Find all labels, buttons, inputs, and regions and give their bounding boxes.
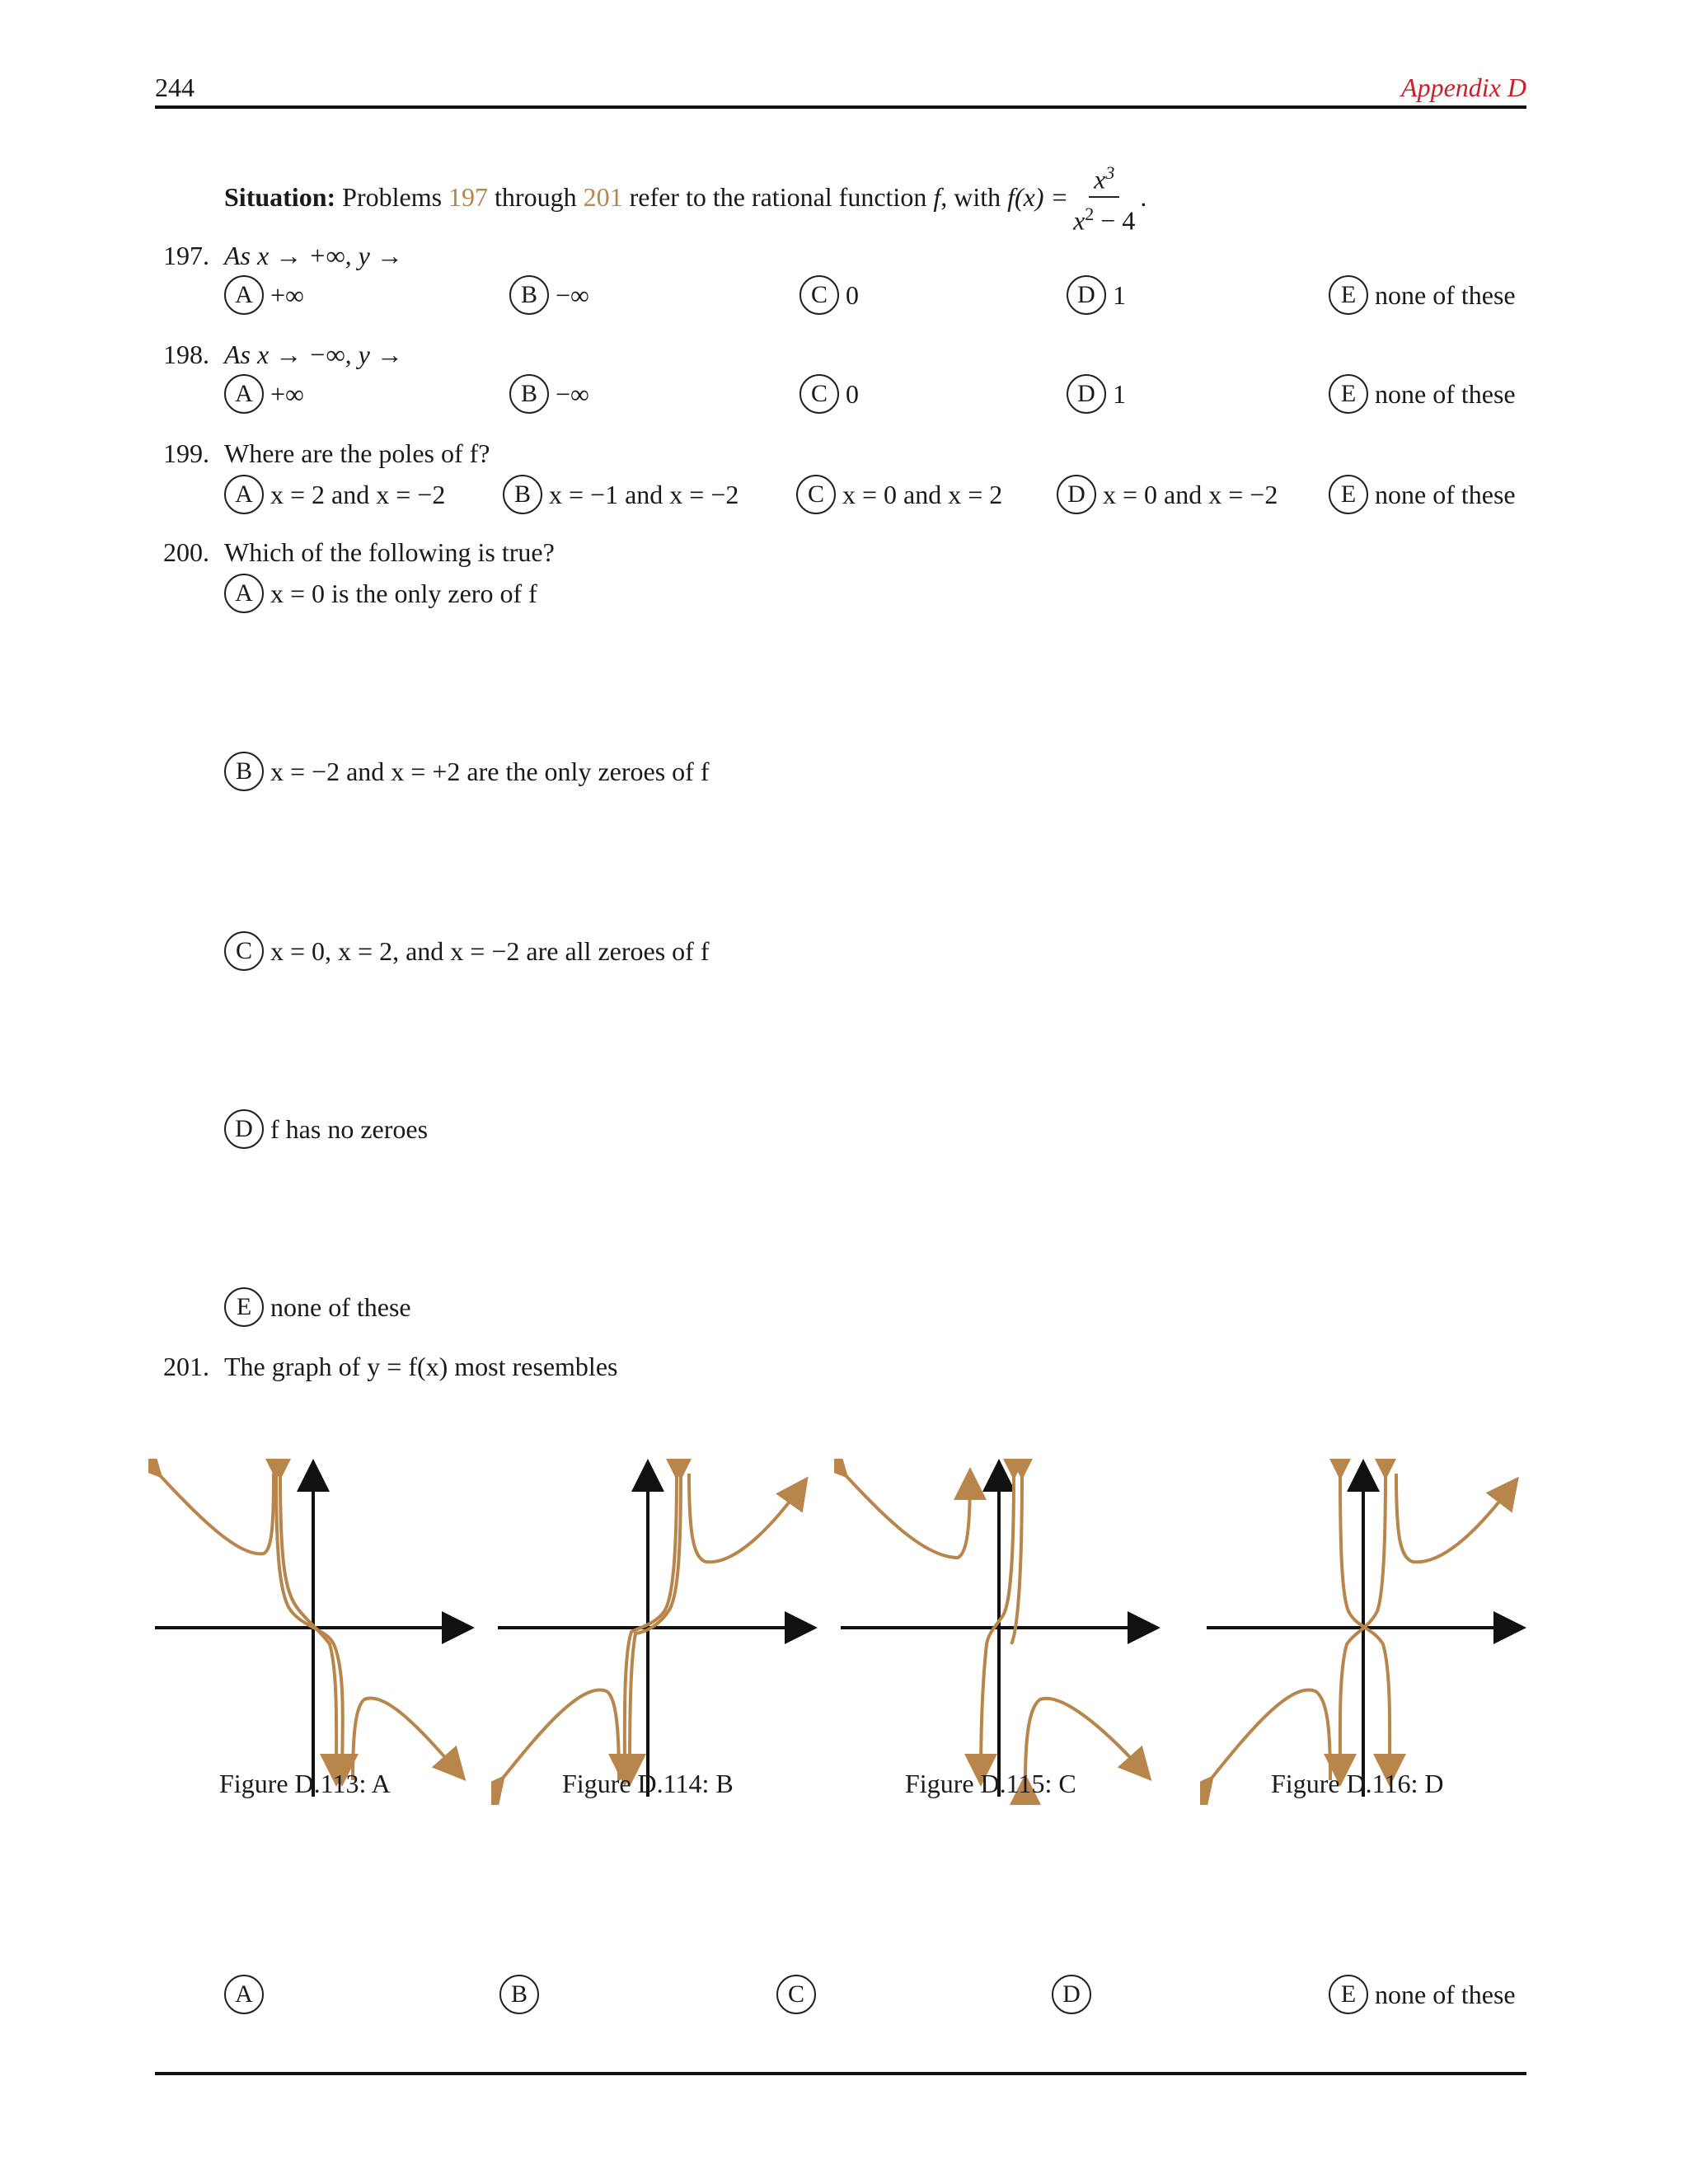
figure-d-caption: Figure D.116: D (1271, 1769, 1444, 1798)
q197-option-e[interactable]: E none of these (1329, 275, 1516, 315)
q198-option-d[interactable]: D 1 (1067, 374, 1126, 414)
q197-option-c[interactable]: C 0 (799, 275, 859, 315)
q201-option-b[interactable]: B (499, 1975, 546, 2014)
q199-option-d[interactable]: D x = 0 and x = −2 (1057, 475, 1278, 514)
question-199-prompt: 199. Where are the poles of f? (163, 438, 490, 468)
q200-option-a[interactable]: A x = 0 is the only zero of f (224, 574, 537, 613)
q201-option-e[interactable]: E none of these (1329, 1975, 1516, 2014)
header-rule (155, 105, 1526, 109)
situation-lead: Situation: (224, 181, 336, 212)
page-number: 244 (155, 73, 195, 102)
q199-option-b[interactable]: B x = −1 and x = −2 (503, 475, 738, 514)
problem-link-201[interactable]: 201 (583, 181, 623, 212)
question-198-prompt: 198. As x → −∞, y → (163, 340, 403, 369)
q199-option-e[interactable]: E none of these (1329, 475, 1516, 514)
figure-d-graph (1200, 1459, 1530, 1805)
question-201-prompt: 201. The graph of y = f(x) most resembles (163, 1352, 618, 1381)
footer-rule (155, 2072, 1526, 2075)
q198-option-a[interactable]: A +∞ (224, 374, 304, 414)
rational-function-fraction: $\frac{x^3}{x^2 - 4}$ (1073, 157, 1135, 237)
q200-option-d[interactable]: D f has no zeroes (224, 1109, 428, 1149)
q197-option-d[interactable]: D 1 (1067, 275, 1126, 315)
section-title: Appendix D (1401, 73, 1526, 102)
q198-option-b[interactable]: B −∞ (509, 374, 589, 414)
q201-option-d[interactable]: D (1052, 1975, 1098, 2014)
q199-option-c[interactable]: C x = 0 and x = 2 (796, 475, 1002, 514)
question-200-prompt: 200. Which of the following is true? (163, 537, 555, 567)
figure-a-caption: Figure D.113: A (219, 1769, 391, 1798)
q200-option-b[interactable]: B x = −2 and x = +2 are the only zeroes of f (224, 752, 709, 791)
q201-option-c[interactable]: C (776, 1975, 823, 2014)
q198-option-c[interactable]: C 0 (799, 374, 859, 414)
q199-option-a[interactable]: A x = 2 and x = −2 (224, 475, 445, 514)
figure-c-caption: Figure D.115: C (905, 1769, 1076, 1798)
problem-link-197[interactable]: 197 (448, 181, 489, 212)
q200-option-c[interactable]: C x = 0, x = 2, and x = −2 are all zeroes of f (224, 931, 709, 971)
q198-option-e[interactable]: E none of these (1329, 374, 1516, 414)
q201-option-a[interactable]: A (224, 1975, 270, 2014)
figure-b-graph (491, 1459, 821, 1805)
q200-option-e[interactable]: E none of these (224, 1287, 411, 1327)
figure-c-graph (834, 1459, 1164, 1805)
q197-option-b[interactable]: B −∞ (509, 275, 589, 315)
question-197-prompt: 197. As x → +∞, y → (163, 241, 403, 270)
situation-statement: Situation: Problems 197 through 201 refer to the rational function f , with f(x) = $\frac{x^3}{x^2 - 4}$ . (224, 157, 1146, 237)
q197-option-a[interactable]: A +∞ (224, 275, 304, 315)
figure-a-graph (148, 1459, 478, 1805)
figure-b-caption: Figure D.114: B (562, 1769, 734, 1798)
